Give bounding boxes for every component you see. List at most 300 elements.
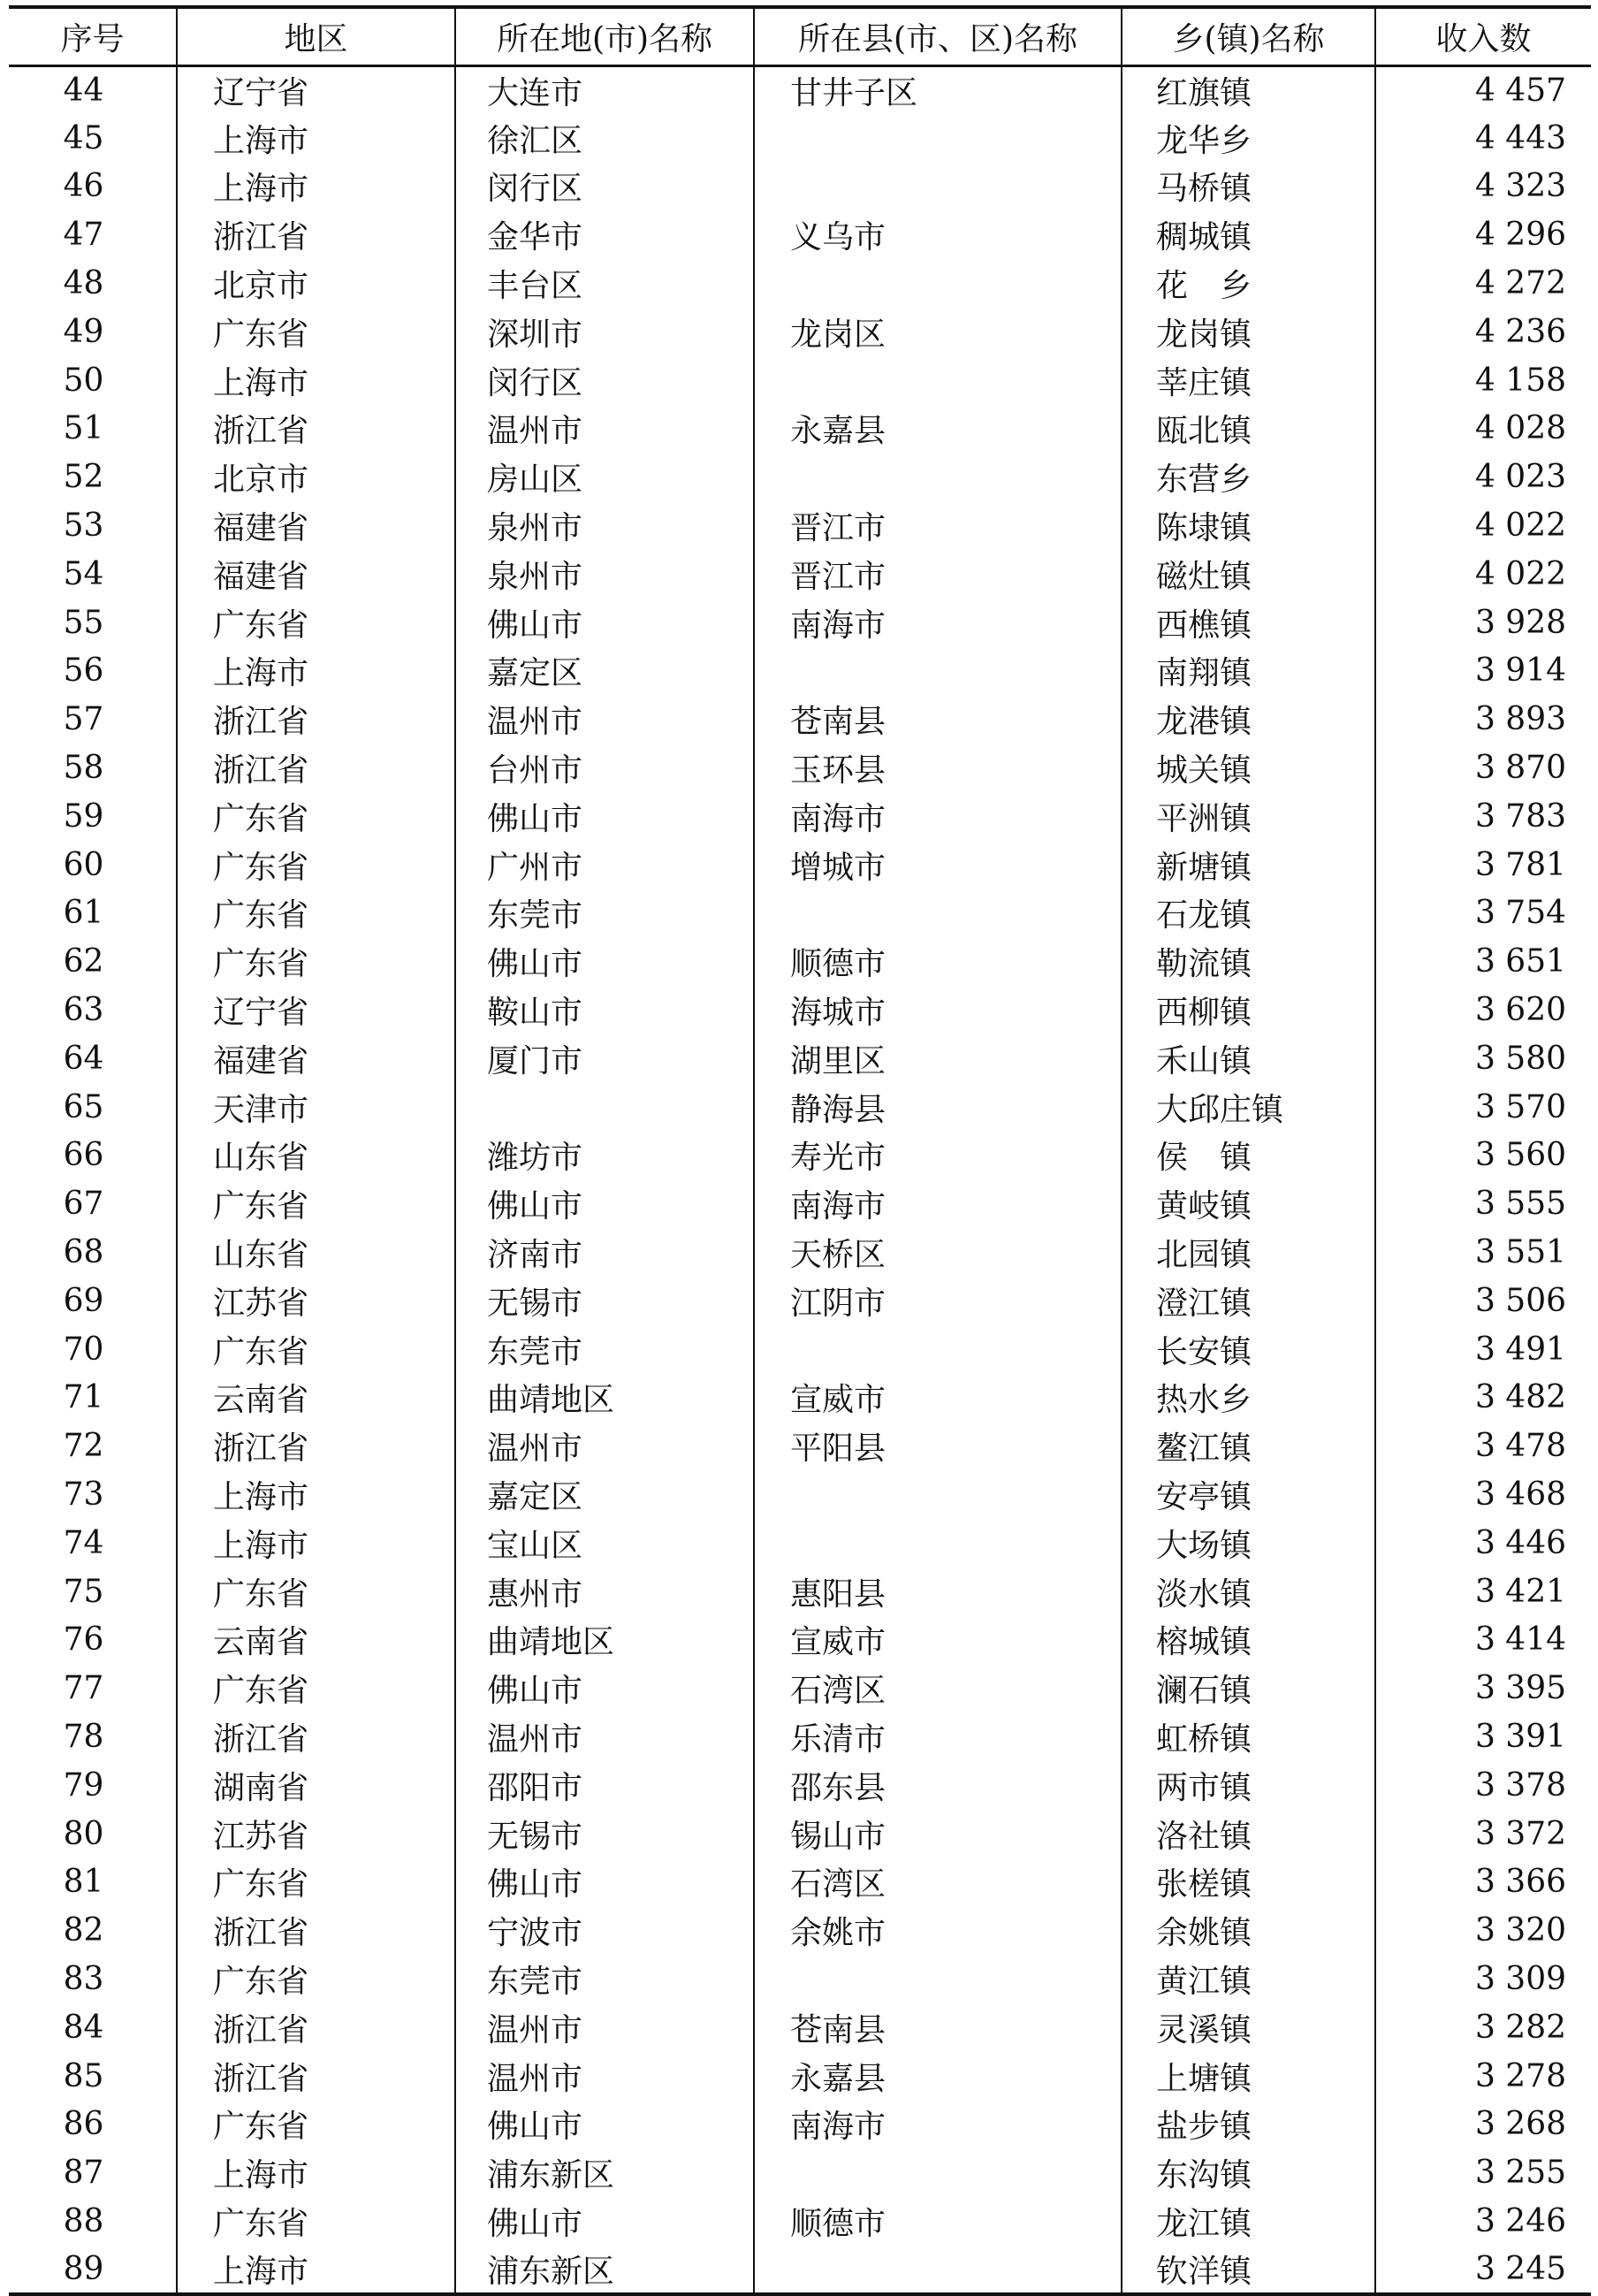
cell-income: 4 158 xyxy=(1375,356,1591,405)
table-row xyxy=(9,163,1591,211)
table-row xyxy=(9,65,1591,114)
cell-town: 陈埭镇 xyxy=(1122,501,1375,550)
cell-town: 洛社镇 xyxy=(1122,1810,1375,1858)
cell-town: 龙岗镇 xyxy=(1122,308,1375,356)
cell-income: 4 236 xyxy=(1375,308,1591,356)
cell-city: 东莞市 xyxy=(455,889,754,938)
cell-town: 两市镇 xyxy=(1122,1761,1375,1810)
table-row xyxy=(9,2246,1591,2294)
cell-region: 云南省 xyxy=(177,1374,455,1423)
cell-county: 永嘉县 xyxy=(754,2052,1122,2101)
cell-region: 山东省 xyxy=(177,1132,455,1180)
cell-index: 61 xyxy=(63,895,104,932)
cell-town: 张槎镇 xyxy=(1122,1857,1375,1906)
cell-index: 82 xyxy=(63,1912,104,1949)
cell-index: 45 xyxy=(63,119,104,156)
cell-index: 50 xyxy=(63,362,104,399)
cell-region: 浙江省 xyxy=(177,2003,455,2052)
cell-town: 花 乡 xyxy=(1122,259,1375,308)
cell-income: 3 395 xyxy=(1375,1664,1591,1712)
cell-city: 宁波市 xyxy=(455,1906,754,1955)
cell-index: 52 xyxy=(63,459,104,496)
cell-town: 上塘镇 xyxy=(1122,2052,1375,2101)
cell-index: 65 xyxy=(63,1088,104,1125)
cell-town: 黄江镇 xyxy=(1122,1955,1375,2003)
table-row xyxy=(9,114,1591,163)
cell-county: 海城市 xyxy=(754,986,1122,1034)
cell-index: 85 xyxy=(63,2057,104,2094)
cell-city: 闵行区 xyxy=(455,163,754,211)
cell-region: 福建省 xyxy=(177,550,455,599)
cell-income: 3 555 xyxy=(1375,1179,1591,1228)
cell-region: 浙江省 xyxy=(177,1422,455,1470)
table-row xyxy=(9,937,1591,986)
cell-county: 余姚市 xyxy=(754,1906,1122,1955)
table-row xyxy=(9,1179,1591,1228)
table-row xyxy=(9,1712,1591,1761)
table-header xyxy=(9,7,1591,65)
cell-town: 石龙镇 xyxy=(1122,889,1375,938)
cell-income: 3 320 xyxy=(1375,1906,1591,1955)
cell-region: 浙江省 xyxy=(177,695,455,744)
table-row xyxy=(9,356,1591,405)
cell-town: 盐步镇 xyxy=(1122,2100,1375,2148)
cell-income: 3 560 xyxy=(1375,1132,1591,1180)
cell-town: 马桥镇 xyxy=(1122,163,1375,211)
cell-index: 75 xyxy=(63,1573,104,1610)
cell-region: 广东省 xyxy=(177,841,455,889)
cell-city: 台州市 xyxy=(455,744,754,792)
cell-region: 上海市 xyxy=(177,647,455,696)
cell-index: 67 xyxy=(63,1186,104,1223)
cell-index: 78 xyxy=(63,1718,104,1755)
cell-region: 广东省 xyxy=(177,792,455,841)
cell-region: 广东省 xyxy=(177,2100,455,2148)
cell-city: 嘉定区 xyxy=(455,1470,754,1519)
cell-county: 增城市 xyxy=(754,841,1122,889)
cell-income: 4 022 xyxy=(1375,550,1591,599)
cell-income: 4 023 xyxy=(1375,453,1591,501)
cell-income: 3 282 xyxy=(1375,2003,1591,2052)
table-row xyxy=(9,695,1591,744)
table-row xyxy=(9,1083,1591,1132)
table-row xyxy=(9,647,1591,696)
cell-region: 江苏省 xyxy=(177,1810,455,1858)
table-row xyxy=(9,744,1591,792)
cell-index: 70 xyxy=(63,1331,104,1368)
cell-town: 北园镇 xyxy=(1122,1228,1375,1277)
cell-region: 天津市 xyxy=(177,1083,455,1132)
cell-county xyxy=(754,1519,1122,1568)
cell-index: 86 xyxy=(63,2106,104,2143)
cell-city: 无锡市 xyxy=(455,1277,754,1325)
cell-county: 锡山市 xyxy=(754,1810,1122,1858)
township-income-table xyxy=(9,5,1591,2296)
header-city: 所在地(市)名称 xyxy=(455,7,754,65)
cell-income: 3 309 xyxy=(1375,1955,1591,2003)
cell-county xyxy=(754,1325,1122,1374)
cell-county: 晋江市 xyxy=(754,501,1122,550)
table-row xyxy=(9,210,1591,259)
cell-income: 4 022 xyxy=(1375,501,1591,550)
table-row xyxy=(9,1955,1591,2003)
cell-town: 长安镇 xyxy=(1122,1325,1375,1374)
cell-city: 温州市 xyxy=(455,2052,754,2101)
cell-town: 淡水镇 xyxy=(1122,1568,1375,1616)
cell-county: 甘井子区 xyxy=(754,65,1122,114)
table-row xyxy=(9,550,1591,599)
table-row xyxy=(9,1519,1591,1568)
cell-city: 泉州市 xyxy=(455,550,754,599)
cell-city: 温州市 xyxy=(455,405,754,454)
cell-county: 南海市 xyxy=(754,1179,1122,1228)
cell-county: 义乌市 xyxy=(754,210,1122,259)
cell-region: 福建省 xyxy=(177,501,455,550)
cell-income: 3 366 xyxy=(1375,1857,1591,1906)
cell-city: 温州市 xyxy=(455,2003,754,2052)
table-row xyxy=(9,1277,1591,1325)
table-row xyxy=(9,405,1591,454)
cell-income: 3 482 xyxy=(1375,1374,1591,1423)
cell-city: 东莞市 xyxy=(455,1955,754,2003)
cell-region: 北京市 xyxy=(177,453,455,501)
cell-income: 3 928 xyxy=(1375,599,1591,647)
cell-county xyxy=(754,356,1122,405)
cell-index: 69 xyxy=(63,1282,104,1319)
cell-town: 稠城镇 xyxy=(1122,210,1375,259)
cell-index: 87 xyxy=(63,2155,104,2192)
cell-income: 4 296 xyxy=(1375,210,1591,259)
cell-index: 56 xyxy=(63,652,104,690)
cell-income: 3 245 xyxy=(1375,2246,1591,2294)
cell-index: 72 xyxy=(63,1428,104,1465)
table-row xyxy=(9,1664,1591,1712)
cell-city: 惠州市 xyxy=(455,1568,754,1616)
cell-region: 广东省 xyxy=(177,308,455,356)
cell-index: 44 xyxy=(63,72,104,109)
cell-county xyxy=(754,1955,1122,2003)
cell-income: 4 457 xyxy=(1375,65,1591,114)
cell-city: 曲靖地区 xyxy=(455,1374,754,1423)
cell-region: 浙江省 xyxy=(177,744,455,792)
cell-town: 禾山镇 xyxy=(1122,1034,1375,1083)
cell-county: 南海市 xyxy=(754,792,1122,841)
table-row xyxy=(9,1857,1591,1906)
cell-city: 无锡市 xyxy=(455,1810,754,1858)
cell-city: 曲靖地区 xyxy=(455,1616,754,1665)
cell-index: 59 xyxy=(63,797,104,835)
cell-city: 佛山市 xyxy=(455,2197,754,2246)
cell-town: 莘庄镇 xyxy=(1122,356,1375,405)
cell-town: 余姚镇 xyxy=(1122,1906,1375,1955)
cell-income: 4 028 xyxy=(1375,405,1591,454)
cell-town: 澜石镇 xyxy=(1122,1664,1375,1712)
cell-town: 龙华乡 xyxy=(1122,114,1375,163)
cell-region: 广东省 xyxy=(177,1955,455,2003)
table-row xyxy=(9,1325,1591,1374)
cell-city: 温州市 xyxy=(455,695,754,744)
cell-county xyxy=(754,647,1122,696)
cell-county: 石湾区 xyxy=(754,1664,1122,1712)
cell-town: 鳌江镇 xyxy=(1122,1422,1375,1470)
cell-town: 平洲镇 xyxy=(1122,792,1375,841)
cell-region: 浙江省 xyxy=(177,1906,455,1955)
cell-region: 浙江省 xyxy=(177,210,455,259)
cell-city: 嘉定区 xyxy=(455,647,754,696)
cell-income: 3 914 xyxy=(1375,647,1591,696)
cell-county: 石湾区 xyxy=(754,1857,1122,1906)
cell-county: 玉环县 xyxy=(754,744,1122,792)
table-row xyxy=(9,501,1591,550)
cell-city: 佛山市 xyxy=(455,792,754,841)
table-row xyxy=(9,1568,1591,1616)
cell-region: 浙江省 xyxy=(177,2052,455,2101)
cell-town: 钦洋镇 xyxy=(1122,2246,1375,2294)
cell-index: 51 xyxy=(63,410,104,447)
cell-income: 3 620 xyxy=(1375,986,1591,1034)
cell-city: 佛山市 xyxy=(455,2100,754,2148)
cell-region: 广东省 xyxy=(177,1325,455,1374)
cell-county: 苍南县 xyxy=(754,2003,1122,2052)
cell-income: 3 468 xyxy=(1375,1470,1591,1519)
cell-city: 佛山市 xyxy=(455,937,754,986)
cell-index: 53 xyxy=(63,507,104,545)
cell-county xyxy=(754,453,1122,501)
table-row xyxy=(9,1810,1591,1858)
cell-town: 虹桥镇 xyxy=(1122,1712,1375,1761)
table-row xyxy=(9,792,1591,841)
cell-region: 上海市 xyxy=(177,2148,455,2197)
cell-region: 广东省 xyxy=(177,1179,455,1228)
cell-index: 66 xyxy=(63,1137,104,1174)
cell-income: 3 372 xyxy=(1375,1810,1591,1858)
table-row xyxy=(9,1132,1591,1180)
cell-index: 49 xyxy=(63,313,104,350)
cell-county: 南海市 xyxy=(754,2100,1122,2148)
cell-county xyxy=(754,2246,1122,2294)
cell-town: 澄江镇 xyxy=(1122,1277,1375,1325)
cell-city: 佛山市 xyxy=(455,1179,754,1228)
cell-county xyxy=(754,2148,1122,2197)
cell-income: 3 391 xyxy=(1375,1712,1591,1761)
cell-city: 佛山市 xyxy=(455,599,754,647)
cell-city: 邵阳市 xyxy=(455,1761,754,1810)
cell-town: 热水乡 xyxy=(1122,1374,1375,1423)
cell-county: 邵东县 xyxy=(754,1761,1122,1810)
cell-city: 潍坊市 xyxy=(455,1132,754,1180)
header-income: 收入数 xyxy=(1375,7,1591,65)
cell-city xyxy=(455,1083,754,1132)
table-row xyxy=(9,1616,1591,1665)
cell-city: 深圳市 xyxy=(455,308,754,356)
cell-town: 西柳镇 xyxy=(1122,986,1375,1034)
cell-income: 3 255 xyxy=(1375,2148,1591,2197)
cell-income: 4 323 xyxy=(1375,163,1591,211)
cell-region: 福建省 xyxy=(177,1034,455,1083)
cell-town: 红旗镇 xyxy=(1122,65,1375,114)
cell-town: 大邱庄镇 xyxy=(1122,1083,1375,1132)
cell-index: 89 xyxy=(63,2250,104,2287)
cell-county xyxy=(754,114,1122,163)
cell-index: 84 xyxy=(63,2009,104,2046)
cell-income: 3 278 xyxy=(1375,2052,1591,2101)
cell-town: 新塘镇 xyxy=(1122,841,1375,889)
cell-county: 宣威市 xyxy=(754,1616,1122,1665)
cell-town: 大场镇 xyxy=(1122,1519,1375,1568)
cell-region: 广东省 xyxy=(177,889,455,938)
table-row xyxy=(9,2148,1591,2197)
cell-income: 4 272 xyxy=(1375,259,1591,308)
cell-region: 广东省 xyxy=(177,937,455,986)
cell-county: 天桥区 xyxy=(754,1228,1122,1277)
table-row xyxy=(9,841,1591,889)
cell-town: 勒流镇 xyxy=(1122,937,1375,986)
cell-index: 55 xyxy=(63,604,104,641)
header-index: 序号 xyxy=(60,20,125,57)
table-row xyxy=(9,986,1591,1034)
cell-income: 3 268 xyxy=(1375,2100,1591,2148)
cell-income: 3 651 xyxy=(1375,937,1591,986)
header-county: 所在县(市、区)名称 xyxy=(754,7,1122,65)
cell-region: 广东省 xyxy=(177,2197,455,2246)
cell-town: 东沟镇 xyxy=(1122,2148,1375,2197)
cell-city: 温州市 xyxy=(455,1712,754,1761)
cell-index: 62 xyxy=(63,943,104,980)
cell-income: 3 506 xyxy=(1375,1277,1591,1325)
cell-index: 76 xyxy=(63,1621,104,1659)
cell-city: 房山区 xyxy=(455,453,754,501)
cell-region: 上海市 xyxy=(177,163,455,211)
cell-index: 46 xyxy=(63,168,104,205)
cell-income: 3 893 xyxy=(1375,695,1591,744)
cell-town: 瓯北镇 xyxy=(1122,405,1375,454)
cell-city: 金华市 xyxy=(455,210,754,259)
cell-income: 3 783 xyxy=(1375,792,1591,841)
cell-county: 平阳县 xyxy=(754,1422,1122,1470)
cell-index: 68 xyxy=(63,1234,104,1271)
table-row xyxy=(9,1906,1591,1955)
cell-index: 60 xyxy=(63,846,104,883)
cell-city: 温州市 xyxy=(455,1422,754,1470)
table-row xyxy=(9,259,1591,308)
cell-region: 广东省 xyxy=(177,1568,455,1616)
cell-income: 3 870 xyxy=(1375,744,1591,792)
cell-income: 3 781 xyxy=(1375,841,1591,889)
cell-city: 丰台区 xyxy=(455,259,754,308)
header-town: 乡(镇)名称 xyxy=(1122,7,1375,65)
cell-income: 3 478 xyxy=(1375,1422,1591,1470)
cell-income: 3 446 xyxy=(1375,1519,1591,1568)
cell-city: 佛山市 xyxy=(455,1664,754,1712)
cell-county: 湖里区 xyxy=(754,1034,1122,1083)
cell-city: 大连市 xyxy=(455,65,754,114)
table-row xyxy=(9,453,1591,501)
cell-index: 88 xyxy=(63,2202,104,2239)
cell-county: 苍南县 xyxy=(754,695,1122,744)
cell-county: 南海市 xyxy=(754,599,1122,647)
cell-income: 3 378 xyxy=(1375,1761,1591,1810)
table-row xyxy=(9,2100,1591,2148)
cell-county: 寿光市 xyxy=(754,1132,1122,1180)
cell-city: 徐汇区 xyxy=(455,114,754,163)
cell-index: 80 xyxy=(63,1815,104,1852)
cell-region: 上海市 xyxy=(177,2246,455,2294)
cell-region: 山东省 xyxy=(177,1228,455,1277)
cell-index: 79 xyxy=(63,1766,104,1804)
header-row xyxy=(9,7,1591,65)
table-row xyxy=(9,1470,1591,1519)
cell-region: 广东省 xyxy=(177,1664,455,1712)
cell-region: 广东省 xyxy=(177,599,455,647)
cell-town: 龙港镇 xyxy=(1122,695,1375,744)
cell-county xyxy=(754,163,1122,211)
cell-county: 顺德市 xyxy=(754,2197,1122,2246)
cell-city: 厦门市 xyxy=(455,1034,754,1083)
cell-index: 71 xyxy=(63,1379,104,1416)
cell-county xyxy=(754,1470,1122,1519)
table-row xyxy=(9,2197,1591,2246)
cell-county: 江阴市 xyxy=(754,1277,1122,1325)
table-body xyxy=(9,65,1591,2294)
table-row xyxy=(9,308,1591,356)
cell-city: 浦东新区 xyxy=(455,2246,754,2294)
cell-index: 47 xyxy=(63,217,104,254)
cell-index: 54 xyxy=(63,555,104,592)
table-row xyxy=(9,1374,1591,1423)
cell-region: 辽宁省 xyxy=(177,65,455,114)
header-region: 地区 xyxy=(177,7,455,65)
cell-town: 灵溪镇 xyxy=(1122,2003,1375,2052)
cell-city: 东莞市 xyxy=(455,1325,754,1374)
cell-city: 泉州市 xyxy=(455,501,754,550)
cell-town: 龙江镇 xyxy=(1122,2197,1375,2246)
cell-county: 乐清市 xyxy=(754,1712,1122,1761)
cell-index: 74 xyxy=(63,1524,104,1561)
cell-town: 磁灶镇 xyxy=(1122,550,1375,599)
cell-county: 宣威市 xyxy=(754,1374,1122,1423)
cell-town: 东营乡 xyxy=(1122,453,1375,501)
table-row xyxy=(9,1228,1591,1277)
cell-county xyxy=(754,889,1122,938)
table-row xyxy=(9,2052,1591,2101)
cell-county: 永嘉县 xyxy=(754,405,1122,454)
cell-county: 顺德市 xyxy=(754,937,1122,986)
cell-index: 77 xyxy=(63,1670,104,1707)
cell-region: 湖南省 xyxy=(177,1761,455,1810)
table-row xyxy=(9,1422,1591,1470)
cell-income: 4 443 xyxy=(1375,114,1591,163)
cell-income: 3 246 xyxy=(1375,2197,1591,2246)
cell-region: 广东省 xyxy=(177,1857,455,1906)
cell-region: 上海市 xyxy=(177,1519,455,1568)
table-row xyxy=(9,1761,1591,1810)
cell-region: 上海市 xyxy=(177,356,455,405)
cell-income: 3 491 xyxy=(1375,1325,1591,1374)
cell-city: 鞍山市 xyxy=(455,986,754,1034)
table-row xyxy=(9,889,1591,938)
cell-region: 江苏省 xyxy=(177,1277,455,1325)
cell-index: 81 xyxy=(63,1864,104,1901)
cell-index: 63 xyxy=(63,992,104,1029)
cell-county: 龙岗区 xyxy=(754,308,1122,356)
cell-town: 侯 镇 xyxy=(1122,1132,1375,1180)
table-row xyxy=(9,1034,1591,1083)
cell-region: 北京市 xyxy=(177,259,455,308)
cell-index: 57 xyxy=(63,701,104,738)
table-row xyxy=(9,599,1591,647)
cell-county: 惠阳县 xyxy=(754,1568,1122,1616)
cell-town: 城关镇 xyxy=(1122,744,1375,792)
